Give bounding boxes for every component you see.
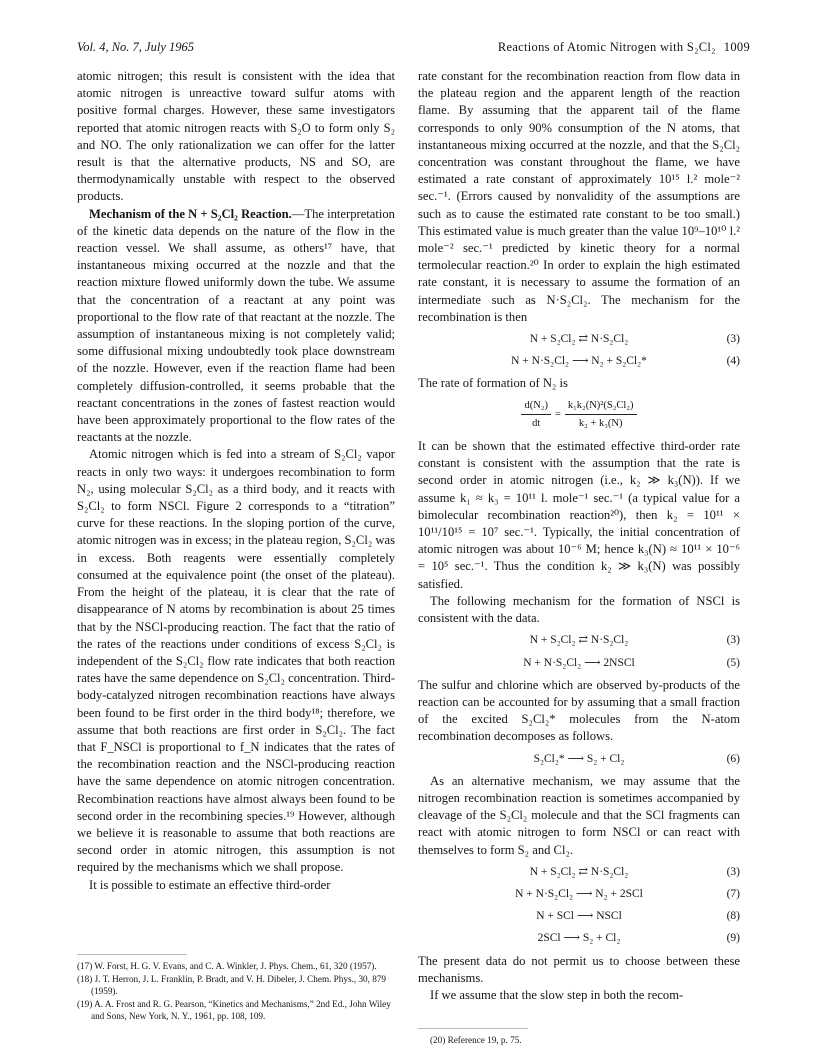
equation-3	[418, 331, 740, 348]
equation-text: N + S₂Cl₂ ⇄ N·S₂Cl₂	[529, 865, 629, 878]
footnote-17: (17) W. Forst, H. G. V. Evans, and C. A. Winkler, J. Phys. Chem., 61, 320 (1957).	[77, 961, 377, 971]
equation-number: (7)	[726, 887, 740, 900]
equation-number: (9)	[726, 932, 740, 945]
equation-text: N + N·S₂Cl₂ ⟶ N₂ + 2SCl	[515, 887, 643, 900]
running-header-title	[498, 40, 750, 55]
page-number: 1009	[723, 40, 750, 54]
rate-rhs-fraction	[565, 397, 637, 432]
paragraph-slow-step: If we assume that the slow step in both the recom-	[430, 987, 684, 1002]
rate-equals-sign: =	[554, 408, 561, 420]
paragraph-estimate: It is possible to estimate an effective third-order	[89, 877, 331, 892]
footnote-18: (18) J. T. Herron, J. L. Franklin, P. Bradt, and V. H. Dibeler, J. Chem. Phys., 30, 879 (1959).	[77, 974, 387, 996]
equation-text: 2SCl ⟶ S₂ + Cl₂	[537, 932, 621, 945]
footnote-20: (20) Reference 19, p. 75.	[430, 1035, 522, 1045]
rate-rhs-numerator: k₁k₂(N)²(S₂Cl₂)	[565, 397, 637, 415]
paragraph-rate-of-formation: The rate of formation of N₂ is	[418, 376, 568, 391]
paragraph-continuation: atomic nitrogen; this result is consistent with the idea that atomic nitrogen is unreactive toward sulfur atoms with positive formal charges. However, these same investigators reported that atomic nitrogen reacts with S₂O to form only S₂ and NO. The only rationalization we can offer for the latter result is that the alternative products, NS and SO, are thermodynamically unstable with respect to the observed products.	[77, 69, 395, 204]
rate-rhs-denominator: k₂ + k₃(N)	[578, 417, 623, 429]
equation-6	[418, 751, 740, 768]
paragraph-mechanism	[77, 206, 395, 447]
paragraph-atomic-nitrogen: Atomic nitrogen which is fed into a stream of S₂Cl₂ vapor reacts in only two ways: it undergoes recombination to form N₂, using molecular S₂Cl₂ as a third body, and it reacts with S₂Cl₂ to form NSCl. Figure 2 corresponds to a “titration” curve for these reactions. In the sloping portion of the curve, atomic nitrogen was in excess; in the plateau region, S₂Cl₂ was in excess. Both reagents were essentially completely consumed at the equivalence point (the onset of the plateau). From the height of the plateau, it is clear that the rate of disappearance of N atoms by recombination is about 25 times that by the NSCl-producing reaction. The fact that the ratio of the rates of the reactions under conditions of excess S₂Cl₂ is independent of the S₂Cl₂ flow rate indicates that both reaction rates have the same dependence on S₂Cl₂ concentration. Third-body-catalyzed nitrogen recombination reactions have always been found to be first order in the third body¹⁸; therefore, we assume that both reactions are first order in S₂Cl₂. The fact that F_NSCl is proportional to f_N indicates that the rates of the recombination reaction and the NSCl-producing reaction have the same dependence on atomic nitrogen concentration. Recombination reactions have almost always been found to be second order in the recombining species.¹⁹ However, although we believe it is reasonable to assume that both reactions are second order in atomic nitrogen, this assumption is not required by the mechanisms which we shall propose.	[77, 447, 395, 875]
equation-text: N + N·S₂Cl₂ ⟶ N₂ + S₂Cl₂*	[511, 355, 647, 368]
running-header-volume: Vol. 4, No. 7, July 1965	[77, 40, 195, 54]
equation-9	[418, 930, 740, 947]
rate-equation	[418, 397, 740, 432]
paragraph-rate-constant: rate constant for the recombination reaction from flow data in the plateau region and the apparent length of the reaction flame. By assuming that the apparent tail of the flame corresponds to only 90% consumption of the N atoms, that instantaneous mixing occurred at the nozzle, and that the S₂Cl₂ concentration was constant throughout the flame, we have estimated a rate constant of approximately 10¹⁵ l.² mole⁻² sec.⁻¹. (Errors caused by nonvalidity of the assumptions are such as to cause the estimated rate constant to be too small.) This estimated value is much greater than the value 10⁹–10¹⁰ l.² mole⁻² sec.⁻¹ predicted by kinetic theory for a normal termolecular reaction.²⁰ In order to explain the high estimated rate constant, it is necessary to assume the formation of an intermediate such as N·S₂Cl₂. The mechanism for the recombination is then	[418, 69, 740, 324]
equation-5	[418, 655, 740, 672]
equation-8	[418, 908, 740, 925]
rate-lhs-denominator: dt	[532, 417, 541, 429]
equation-number: (6)	[726, 752, 740, 765]
equation-text: S₂Cl₂* ⟶ S₂ + Cl₂	[533, 752, 625, 765]
footnote-divider-right	[418, 1028, 528, 1029]
right-column	[418, 68, 740, 1004]
equation-7	[418, 886, 740, 903]
section-heading: Mechanism of the N + S₂Cl₂ Reaction.	[89, 206, 292, 221]
rate-lhs-numerator: d(N₂)	[521, 397, 551, 415]
paragraph-third-order: It can be shown that the estimated effective third-order rate constant is consistent with the assumption that the rate is second order in atomic nitrogen (i.e., k₂ ≫ k₃(N)). If we assume k₁ ≈ k₃ = 10¹¹ l. mole⁻¹ sec.⁻¹ (a typical value for a bimolecular recombination reaction²⁰), then k₂ = 10¹¹ × 10¹¹/10¹⁵ = 10⁷ sec.⁻¹. Typically, the initial concentration of atomic nitrogen was about 10⁻⁶ M; hence k₃(N) ≈ 10¹¹ × 10⁻⁶ = 10⁵ sec.⁻¹. Thus the condition k₂ ≫ k₃(N) was possibly satisfied.	[418, 439, 740, 591]
paragraph-byproducts: The sulfur and chlorine which are observed by-products of the reaction can be accounted for by assuming that a small fraction of the excited S₂Cl₂* molecules from the N-atom recombination decomposes as follows.	[418, 677, 740, 744]
equation-number: (5)	[726, 656, 740, 669]
paragraph-mechanism-text: —The interpretation of the kinetic data depends on the nature of the flow in the reaction vessel. We shall assume, as others¹⁷ have, that instantaneous mixing occurred at the nozzle and that the reaction mixture flowed uniformly down the tube. We assume that the concentration of a reactant at any point was proportional to the flow rate of that reactant at the nozzle. The assumption of instantaneous mixing is not completely valid; some diffusional mixing undoubtedly took place downstream of the nozzle. However, even if the reaction flame had been completely diffusion-controlled, it seems probable that the reactant concentrations in the zones of fastest reaction would have been approximately proportional to the flow rates of the reactants at the nozzle.	[77, 206, 395, 445]
left-column	[77, 68, 395, 894]
footnotes	[77, 960, 395, 1023]
equation-number: (3)	[726, 333, 740, 346]
equation-text: N + SCl ⟶ NSCl	[536, 910, 622, 923]
equation-number: (3)	[726, 865, 740, 878]
paragraph-present-data: The present data do not permit us to choose between these mechanisms.	[418, 953, 740, 985]
equation-text: N + N·S₂Cl₂ ⟶ 2NSCl	[523, 656, 635, 669]
paragraph-alternative: As an alternative mechanism, we may assume that the nitrogen recombination reaction is sometimes accompanied by cleavage of the S₂Cl₂ molecule and that the SCl fragments can react with atomic nitrogen to form NSCl or can react with themselves to form S₂ and Cl₂.	[418, 773, 740, 857]
equation-text: N + S₂Cl₂ ⇄ N·S₂Cl₂	[529, 333, 629, 346]
equation-4	[418, 353, 740, 370]
equation-number: (8)	[726, 910, 740, 923]
paragraph-nscl-mechanism: The following mechanism for the formation of NSCl is consistent with the data.	[418, 593, 740, 626]
equation-text: N + S₂Cl₂ ⇄ N·S₂Cl₂	[529, 634, 629, 647]
rate-lhs-fraction	[521, 397, 551, 432]
equation-number: (3)	[726, 634, 740, 647]
footnote-divider	[77, 954, 187, 955]
equation-3-third	[418, 864, 740, 881]
running-header-article-title: Reactions of Atomic Nitrogen with S₂Cl₂	[497, 40, 716, 54]
equation-number: (4)	[726, 355, 740, 368]
footnote-19: (19) A. A. Frost and R. G. Pearson, “Kinetics and Mechanisms,” 2nd Ed., John Wiley and Sons, New York, N. Y., 1961, pp. 108, 109.	[77, 999, 391, 1021]
equation-3-repeat	[418, 632, 740, 649]
